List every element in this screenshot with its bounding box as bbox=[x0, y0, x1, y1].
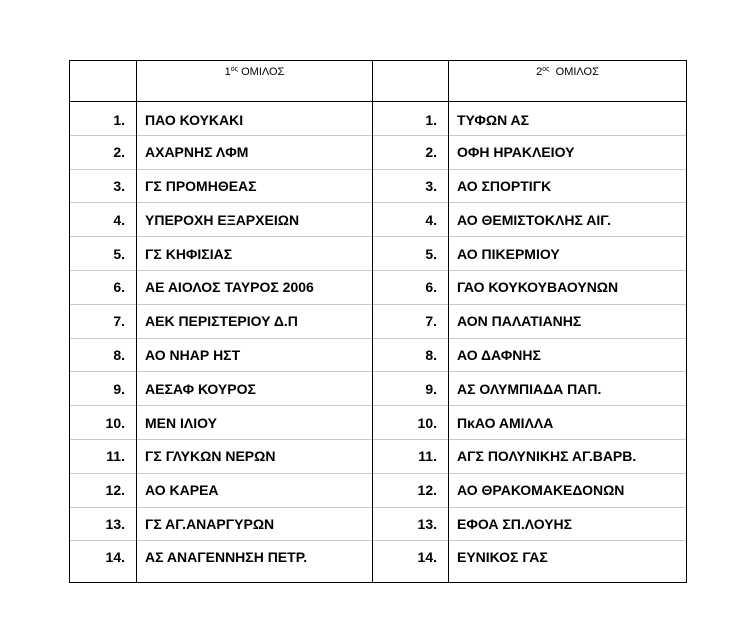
group1-team: ΑΕ ΑΙΟΛΟΣ ΤΑΥΡΟΣ 2006 bbox=[137, 270, 373, 304]
table-row bbox=[70, 169, 687, 203]
group2-header bbox=[449, 61, 687, 102]
table-row bbox=[70, 338, 687, 372]
table-row bbox=[70, 237, 687, 271]
group2-rank: 14. bbox=[373, 541, 449, 583]
table-row bbox=[70, 135, 687, 169]
header-blank-cell-2 bbox=[373, 61, 449, 102]
group1-team: ΑΟ ΝΗΑΡ ΗΣΤ bbox=[137, 338, 373, 372]
group1-team: ΠΑΟ ΚΟΥΚΑΚΙ bbox=[137, 102, 373, 136]
table-row bbox=[70, 203, 687, 237]
group2-rank: 1. bbox=[373, 102, 449, 136]
group1-team: ΑΕΚ ΠΕΡΙΣΤΕΡΙΟΥ Δ.Π bbox=[137, 304, 373, 338]
group2-rank: 9. bbox=[373, 372, 449, 406]
group2-team: ΑΟ ΣΠΟΡΤΙΓΚ bbox=[449, 169, 687, 203]
group2-team: ΑΟ ΘΕΜΙΣΤΟΚΛΗΣ ΑΙΓ. bbox=[449, 203, 687, 237]
table-row bbox=[70, 541, 687, 583]
group2-header-suffix: ος bbox=[542, 66, 550, 73]
group1-rank: 2. bbox=[70, 135, 137, 169]
group2-team: ΓΑΟ ΚΟΥΚΟΥΒΑΟΥΝΩΝ bbox=[449, 270, 687, 304]
group1-rank: 3. bbox=[70, 169, 137, 203]
table-row bbox=[70, 102, 687, 136]
group2-team: ΑΟ ΠΙΚΕΡΜΙΟΥ bbox=[449, 237, 687, 271]
group2-team: ΑΟΝ ΠΑΛΑΤΙΑΝΗΣ bbox=[449, 304, 687, 338]
group1-rank: 1. bbox=[70, 102, 137, 136]
group1-header bbox=[137, 61, 373, 102]
group1-rank: 13. bbox=[70, 507, 137, 541]
groups-table bbox=[69, 60, 687, 583]
group1-rank: 7. bbox=[70, 304, 137, 338]
group1-rank: 4. bbox=[70, 203, 137, 237]
group2-rank: 13. bbox=[373, 507, 449, 541]
table-row bbox=[70, 473, 687, 507]
group1-team: ΓΣ ΚΗΦΙΣΙΑΣ bbox=[137, 237, 373, 271]
group2-team: ΑΟ ΔΑΦΝΗΣ bbox=[449, 338, 687, 372]
group1-header-number: 1 bbox=[224, 66, 231, 78]
group1-rank: 10. bbox=[70, 406, 137, 440]
group2-team: ΤΥΦΩΝ ΑΣ bbox=[449, 102, 687, 136]
table-row bbox=[70, 270, 687, 304]
group1-team: ΑΧΑΡΝΗΣ ΛΦΜ bbox=[137, 135, 373, 169]
group1-rank: 5. bbox=[70, 237, 137, 271]
group1-rank: 14. bbox=[70, 541, 137, 583]
group1-team: ΓΣ ΓΛΥΚΩΝ ΝΕΡΩΝ bbox=[137, 439, 373, 473]
table-body bbox=[70, 102, 687, 583]
group1-header-word: ΟΜΙΛΟΣ bbox=[241, 66, 285, 78]
group2-team: ΑΓΣ ΠΟΛΥΝΙΚΗΣ ΑΓ.ΒΑΡΒ. bbox=[449, 439, 687, 473]
table-row bbox=[70, 439, 687, 473]
group1-rank: 11. bbox=[70, 439, 137, 473]
group1-team: ΑΕΣΑΦ ΚΟΥΡΟΣ bbox=[137, 372, 373, 406]
group1-rank: 12. bbox=[70, 473, 137, 507]
group1-header-suffix: ος bbox=[230, 66, 239, 73]
table-row bbox=[70, 406, 687, 440]
group2-team: ΑΣ ΟΛΥΜΠΙΑΔΑ ΠΑΠ. bbox=[449, 372, 687, 406]
group2-header-word: ΟΜΙΛΟΣ bbox=[555, 66, 599, 78]
table-row bbox=[70, 372, 687, 406]
group1-team: ΓΣ ΠΡΟΜΗΘΕΑΣ bbox=[137, 169, 373, 203]
group2-rank: 6. bbox=[373, 270, 449, 304]
group2-rank: 12. bbox=[373, 473, 449, 507]
group1-team: ΑΟ ΚΑΡΕΑ bbox=[137, 473, 373, 507]
group2-team: ΟΦΗ ΗΡΑΚΛΕΙΟΥ bbox=[449, 135, 687, 169]
group1-rank: 8. bbox=[70, 338, 137, 372]
group2-team: ΠκΑΟ ΑΜΙΛΛΑ bbox=[449, 406, 687, 440]
group2-team: ΑΟ ΘΡΑΚΟΜΑΚΕΔΟΝΩΝ bbox=[449, 473, 687, 507]
group2-rank: 10. bbox=[373, 406, 449, 440]
group1-team: ΑΣ ΑΝΑΓΕΝΝΗΣΗ ΠΕΤΡ. bbox=[137, 541, 373, 583]
group1-team: ΥΠΕΡΟΧΗ ΕΞΑΡΧΕΙΩΝ bbox=[137, 203, 373, 237]
table-row bbox=[70, 304, 687, 338]
header-row bbox=[70, 61, 687, 102]
group2-rank: 5. bbox=[373, 237, 449, 271]
group1-team: ΜΕΝ ΙΛΙΟΥ bbox=[137, 406, 373, 440]
group2-team: ΕΥΝΙΚΟΣ ΓΑΣ bbox=[449, 541, 687, 583]
group2-rank: 2. bbox=[373, 135, 449, 169]
group2-rank: 8. bbox=[373, 338, 449, 372]
group1-rank: 9. bbox=[70, 372, 137, 406]
group2-team: ΕΦΟΑ ΣΠ.ΛΟΥΗΣ bbox=[449, 507, 687, 541]
group1-rank: 6. bbox=[70, 270, 137, 304]
header-blank-cell-1 bbox=[70, 61, 137, 102]
table-row bbox=[70, 507, 687, 541]
group2-rank: 4. bbox=[373, 203, 449, 237]
group2-rank: 3. bbox=[373, 169, 449, 203]
group1-team: ΓΣ ΑΓ.ΑΝΑΡΓΥΡΩΝ bbox=[137, 507, 373, 541]
group2-header-number: 2 bbox=[536, 66, 543, 78]
group2-rank: 11. bbox=[373, 439, 449, 473]
group2-rank: 7. bbox=[373, 304, 449, 338]
